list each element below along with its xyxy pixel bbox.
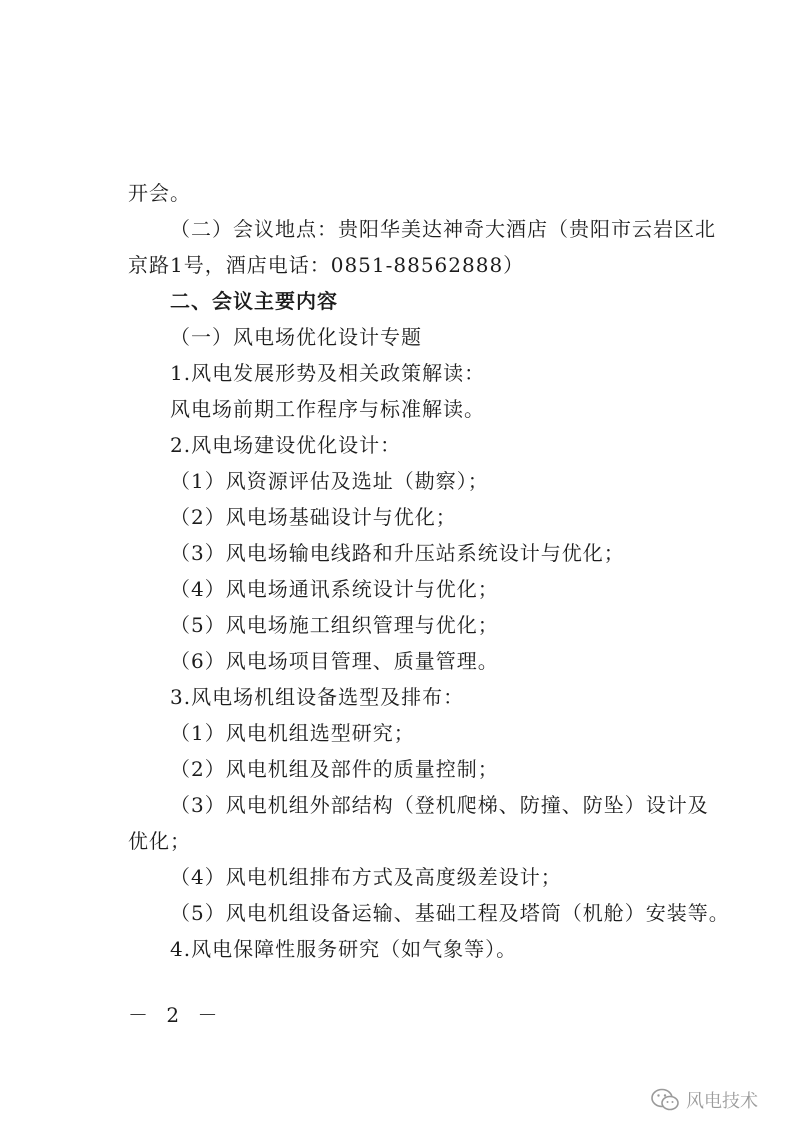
text-line: 3.风电场机组设备选型及排布： [170, 685, 465, 709]
text-line: （1）风资源评估及选址（勘察）； [170, 469, 489, 493]
text-line: （2）风电场基础设计与优化； [170, 505, 457, 529]
watermark [650, 1083, 758, 1117]
section-heading: 二、会议主要内容 [170, 289, 338, 313]
text-line: （1）风电机组选型研究； [170, 721, 415, 745]
text-line: 优化； [128, 829, 191, 853]
text-line: （二）会议地点：贵阳华美达神奇大酒店（贵阳市云岩区北 [170, 217, 716, 241]
text-line: （6）风电场项目管理、质量管理。 [170, 649, 499, 673]
text-line: （5）风电机组设备运输、基础工程及塔筒（机舱）安装等。 [170, 901, 730, 925]
text-line: 1.风电发展形势及相关政策解读： [170, 361, 486, 385]
text-line: （4）风电场通讯系统设计与优化； [170, 577, 499, 601]
text-line: （一）风电场优化设计专题 [170, 325, 422, 349]
text-line: （4）风电机组排布方式及高度级差设计； [170, 865, 562, 889]
text-line: 开会。 [128, 181, 191, 205]
text-line: 4.风电保障性服务研究（如气象等）。 [170, 937, 518, 961]
page-number: － 2 － [128, 1003, 224, 1027]
text-line: （3）风电场输电线路和升压站系统设计与优化； [170, 541, 625, 565]
text-line: （3）风电机组外部结构（登机爬梯、防撞、防坠）设计及 [170, 793, 709, 817]
text-line: （5）风电场施工组织管理与优化； [170, 613, 499, 637]
wechat-icon [650, 1087, 680, 1113]
text-line: 风电场前期工作程序与标准解读。 [170, 397, 485, 421]
text-line: 2.风电场建设优化设计： [170, 433, 402, 457]
text-line: （2）风电机组及部件的质量控制； [170, 757, 499, 781]
text-line: 京路1号，酒店电话：0851-88562888） [128, 253, 525, 277]
watermark-text: 风电技术 [686, 1091, 758, 1112]
